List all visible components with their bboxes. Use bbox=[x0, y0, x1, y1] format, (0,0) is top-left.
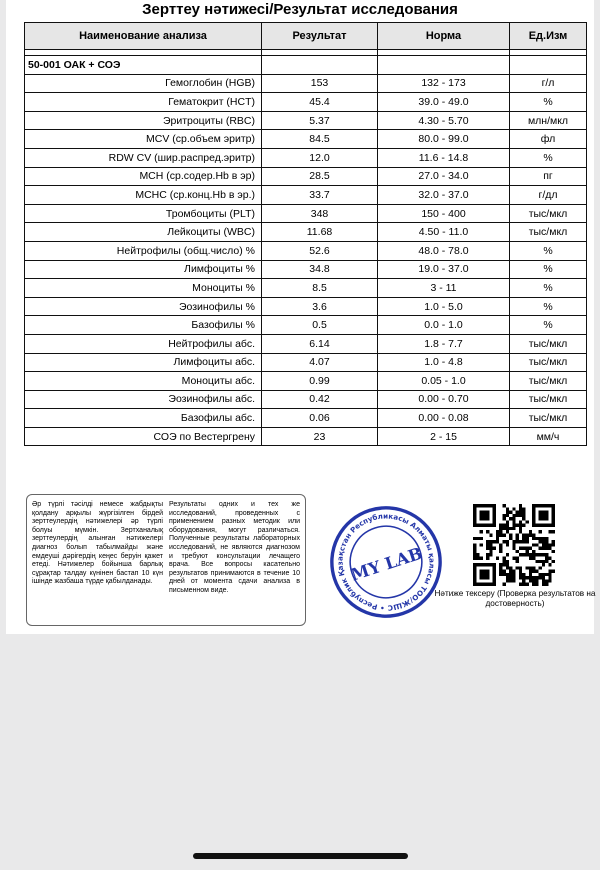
table-row bbox=[25, 427, 587, 446]
table-row bbox=[25, 167, 587, 186]
table-row bbox=[25, 279, 587, 298]
cell-norm: 0.00 - 0.08 bbox=[378, 409, 510, 428]
cell-name: Лимфоциты абс. bbox=[25, 353, 262, 372]
header-unit: Ед.Изм bbox=[510, 23, 587, 50]
cell-unit: % bbox=[510, 297, 587, 316]
cell-result: 8.5 bbox=[262, 279, 378, 298]
table-row bbox=[25, 316, 587, 335]
cell-name: Базофилы % bbox=[25, 316, 262, 335]
cell-result: 34.8 bbox=[262, 260, 378, 279]
table-row bbox=[25, 390, 587, 409]
cell-norm: 150 - 400 bbox=[378, 204, 510, 223]
header-norm: Норма bbox=[378, 23, 510, 50]
table-row bbox=[25, 223, 587, 242]
cell-result: 4.07 bbox=[262, 353, 378, 372]
cell-unit: тыс/мкл bbox=[510, 372, 587, 391]
cell-unit: % bbox=[510, 241, 587, 260]
cell-name: Эритроциты (RBC) bbox=[25, 111, 262, 130]
cell-unit: тыс/мкл bbox=[510, 334, 587, 353]
cell-result: 11.68 bbox=[262, 223, 378, 242]
stamp-ring-text: Қазақстан Республикасы Алматы қаласы ТОО/ЖШС • Республика bbox=[335, 511, 437, 613]
table-row bbox=[25, 260, 587, 279]
cell-unit: % bbox=[510, 148, 587, 167]
table-row bbox=[25, 148, 587, 167]
cell-norm: 19.0 - 37.0 bbox=[378, 260, 510, 279]
cell-name: Нейтрофилы (общ.число) % bbox=[25, 241, 262, 260]
cell-result: 153 bbox=[262, 74, 378, 93]
cell-unit: фл bbox=[510, 130, 587, 149]
table-row bbox=[25, 130, 587, 149]
table-row bbox=[25, 409, 587, 428]
group-row bbox=[25, 56, 587, 75]
cell-norm: 32.0 - 37.0 bbox=[378, 186, 510, 205]
header-result: Результат bbox=[262, 23, 378, 50]
cell-unit: % bbox=[510, 316, 587, 335]
cell-unit: % bbox=[510, 93, 587, 112]
table-row bbox=[25, 93, 587, 112]
document-title: Зерттеу нәтижесі/Результат исследования bbox=[142, 1, 458, 18]
cell-norm: 11.6 - 14.8 bbox=[378, 148, 510, 167]
cell-result: 33.7 bbox=[262, 186, 378, 205]
cell-unit: % bbox=[510, 279, 587, 298]
cell-unit: тыс/мкл bbox=[510, 353, 587, 372]
cell-result: 0.5 bbox=[262, 316, 378, 335]
header-name: Наименование анализа bbox=[25, 23, 262, 50]
cell-norm: 4.50 - 11.0 bbox=[378, 223, 510, 242]
cell-unit: тыс/мкл bbox=[510, 223, 587, 242]
cell-name: MCHC (ср.конц.Hb в эр.) bbox=[25, 186, 262, 205]
cell-result: 23 bbox=[262, 427, 378, 446]
cell-name: Моноциты абс. bbox=[25, 372, 262, 391]
cell-norm: 0.0 - 1.0 bbox=[378, 316, 510, 335]
cell-result: 0.42 bbox=[262, 390, 378, 409]
home-indicator[interactable] bbox=[193, 853, 408, 859]
cell-norm: 80.0 - 99.0 bbox=[378, 130, 510, 149]
cell-name: Тромбоциты (PLT) bbox=[25, 204, 262, 223]
cell-norm: 0.00 - 0.70 bbox=[378, 390, 510, 409]
group-label: 50-001 ОАК + СОЭ bbox=[25, 56, 262, 75]
cell-name: Нейтрофилы абс. bbox=[25, 334, 262, 353]
report-sheet bbox=[6, 0, 594, 634]
table-row bbox=[25, 241, 587, 260]
cell-norm: 3 - 11 bbox=[378, 279, 510, 298]
cell-unit: г/л bbox=[510, 74, 587, 93]
cell-unit: г/дл bbox=[510, 186, 587, 205]
cell-name: Моноциты % bbox=[25, 279, 262, 298]
cell-result: 45.4 bbox=[262, 93, 378, 112]
cell-result: 12.0 bbox=[262, 148, 378, 167]
table-row bbox=[25, 297, 587, 316]
cell-norm: 132 - 173 bbox=[378, 74, 510, 93]
cell-unit: % bbox=[510, 260, 587, 279]
cell-result: 348 bbox=[262, 204, 378, 223]
results-table bbox=[24, 22, 587, 446]
cell-unit: млн/мкл bbox=[510, 111, 587, 130]
cell-norm: 0.05 - 1.0 bbox=[378, 372, 510, 391]
cell-norm: 2 - 15 bbox=[378, 427, 510, 446]
cell-unit: тыс/мкл bbox=[510, 204, 587, 223]
cell-norm: 27.0 - 34.0 bbox=[378, 167, 510, 186]
cell-name: Лейкоциты (WBC) bbox=[25, 223, 262, 242]
cell-norm: 4.30 - 5.70 bbox=[378, 111, 510, 130]
cell-unit: пг bbox=[510, 167, 587, 186]
cell-name: Гемоглобин (HGB) bbox=[25, 74, 262, 93]
cell-result: 28.5 bbox=[262, 167, 378, 186]
cell-name: RDW CV (шир.распред.эритр) bbox=[25, 148, 262, 167]
cell-norm: 1.0 - 5.0 bbox=[378, 297, 510, 316]
stamp-center-text: MY LAB bbox=[348, 543, 425, 585]
qr-caption: Нәтиже тексеру (Проверка результатов на достоверность) bbox=[434, 589, 596, 608]
cell-result: 5.37 bbox=[262, 111, 378, 130]
cell-result: 0.06 bbox=[262, 409, 378, 428]
table-row bbox=[25, 111, 587, 130]
cell-name: Лимфоциты % bbox=[25, 260, 262, 279]
cell-norm: 1.8 - 7.7 bbox=[378, 334, 510, 353]
table-row bbox=[25, 204, 587, 223]
cell-result: 6.14 bbox=[262, 334, 378, 353]
cell-name: MCV (ср.объем эритр) bbox=[25, 130, 262, 149]
table-row bbox=[25, 74, 587, 93]
cell-name: Базофилы абс. bbox=[25, 409, 262, 428]
disclaimer-box bbox=[26, 494, 306, 626]
table-row bbox=[25, 334, 587, 353]
table-row bbox=[25, 186, 587, 205]
disclaimer-russian: Результаты одних и тех же исследований, проведенных с применением разных методик или оборудования, могут различаться. Полученные результаты лабораторных исследований, не являются диагнозом и требуют консультации лечащего врача. Все вопросы касательно результатов принимаются в течение 10 дней от момента сдачи анализа в письменном виде. bbox=[169, 501, 300, 594]
cell-unit: тыс/мкл bbox=[510, 390, 587, 409]
table-row bbox=[25, 353, 587, 372]
cell-name: MCH (ср.содер.Hb в эр) bbox=[25, 167, 262, 186]
cell-norm: 48.0 - 78.0 bbox=[378, 241, 510, 260]
cell-norm: 39.0 - 49.0 bbox=[378, 93, 510, 112]
cell-unit: мм/ч bbox=[510, 427, 587, 446]
cell-name: Эозинофилы абс. bbox=[25, 390, 262, 409]
cell-unit: тыс/мкл bbox=[510, 409, 587, 428]
cell-result: 3.6 bbox=[262, 297, 378, 316]
cell-name: Гематокрит (HCT) bbox=[25, 93, 262, 112]
qr-code-icon[interactable] bbox=[473, 504, 555, 586]
cell-result: 52.6 bbox=[262, 241, 378, 260]
disclaimer-kazakh: Әр түрлі тәсілді немесе жабдықты қолдану арқылы жүргізілген бірдей зерттеулердің нәтижелері әр түрлі болуы мүмкін. Зертханалық зерттеулердің алынған нәтижелері диагноз болып табылмайды және емдеуші дәрігердің кеңес беруін қажет етеді. Нәтижелер бойынша барлық сұрақтар талдау күнінен бастап 10 күн ішінде жазбаша түрде қабылданады. bbox=[32, 501, 163, 586]
cell-name: СОЭ по Вестергрену bbox=[25, 427, 262, 446]
cell-result: 0.99 bbox=[262, 372, 378, 391]
cell-name: Эозинофилы % bbox=[25, 297, 262, 316]
table-header-row bbox=[25, 23, 587, 50]
table-row bbox=[25, 372, 587, 391]
cell-result: 84.5 bbox=[262, 130, 378, 149]
cell-norm: 1.0 - 4.8 bbox=[378, 353, 510, 372]
